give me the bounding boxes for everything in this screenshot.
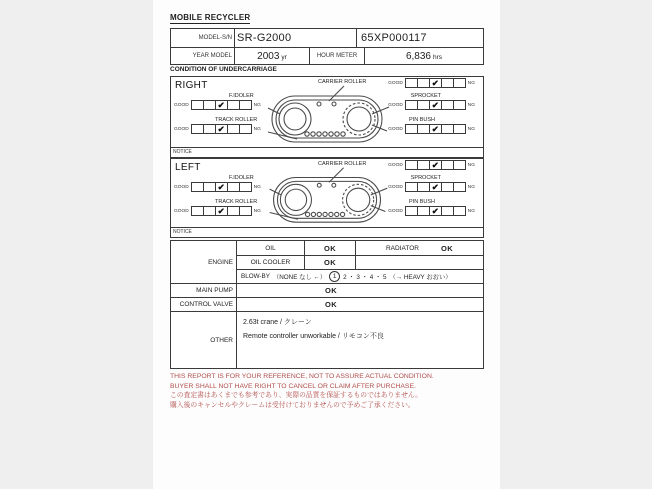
radiator-label: RADIATOR <box>385 244 419 252</box>
disclaimer-text <box>170 372 434 410</box>
control-valve-row <box>171 297 483 311</box>
rating-cells <box>405 124 466 134</box>
engine-row-group <box>171 241 483 283</box>
ng-label: NG <box>467 208 475 214</box>
sprocket-label: SPROCKET <box>410 175 441 181</box>
rating-cell-5 <box>453 160 466 170</box>
sprocket-rating <box>388 182 475 192</box>
side-label: RIGHT <box>175 80 208 91</box>
main-pump-label: MAIN PUMP <box>171 284 237 297</box>
pin-bush-rating <box>388 124 475 134</box>
rating-cells <box>191 124 252 134</box>
hour-unit: hrs <box>433 54 443 61</box>
good-label: GOOD <box>388 80 403 86</box>
oil-value: OK <box>305 241 356 255</box>
rating-cell-3-checked: ✔ <box>215 124 228 134</box>
ng-label: NG <box>253 126 261 132</box>
side-label: LEFT <box>175 162 201 173</box>
rating-cell-3-checked: ✔ <box>215 206 228 216</box>
blow-by-selected-value: 1 <box>329 271 340 282</box>
year-number: 2003 <box>257 50 280 62</box>
serial-value: 65XP000117 <box>361 32 427 44</box>
inspection-table <box>170 240 484 369</box>
hour-value <box>365 48 483 64</box>
rating-cells <box>191 182 252 192</box>
good-label: GOOD <box>388 184 403 190</box>
model-sn-label: MODEL-S/N <box>171 29 235 47</box>
other-note-line: 2.63t crane / クレーン <box>243 319 312 326</box>
good-label: GOOD <box>388 208 403 214</box>
radiator-value: OK <box>440 243 454 253</box>
rating-cell-3-checked: ✔ <box>429 100 442 110</box>
rating-cell-5 <box>453 206 466 216</box>
ng-label: NG <box>467 80 475 86</box>
ng-label: NG <box>253 208 261 214</box>
machine-info-table <box>170 28 484 65</box>
carrier-roller-label: CARRIER ROLLER <box>318 161 367 167</box>
blow-by-row <box>237 269 483 283</box>
hour-meter-label: HOUR METER <box>310 48 365 64</box>
f-idoler-rating <box>174 182 261 192</box>
rating-cell-3-checked: ✔ <box>215 182 228 192</box>
blow-by-scale-left: （NONE なし ←） <box>272 274 327 281</box>
ng-label: NG <box>253 102 261 108</box>
pin-bush-label: PIN BUSH <box>409 199 435 205</box>
year-model-label: YEAR MODEL <box>171 48 235 64</box>
ng-label: NG <box>467 126 475 132</box>
rating-cells <box>405 160 466 170</box>
report-title: MOBILE RECYCLER <box>170 13 251 22</box>
track-roller-label: TRACK ROLLER <box>215 199 258 205</box>
disclaimer-line: 購入後のキャンセルやクレームは受付けておりませんので予めご了承ください。 <box>170 401 415 409</box>
rating-cell-3-checked: ✔ <box>429 182 442 192</box>
disclaimer-line: THIS REPORT IS FOR YOUR REFERENCE, NOT TO ASSURE ACTUAL CONDITION. <box>170 373 434 380</box>
oil-row <box>237 241 483 255</box>
rating-cells <box>405 78 466 88</box>
empty-cell <box>356 256 483 269</box>
blow-by-scale-right: （→ HEAVY おおい） <box>389 274 452 281</box>
rating-cells <box>191 206 252 216</box>
main-pump-row <box>171 283 483 297</box>
pin-bush-label: PIN BUSH <box>409 117 435 123</box>
rating-cells <box>405 206 466 216</box>
track-roller-rating <box>174 124 261 134</box>
good-label: GOOD <box>174 102 189 108</box>
sprocket-rating <box>388 100 475 110</box>
undercarriage-right-section <box>170 76 484 158</box>
rating-cell-3-checked: ✔ <box>429 206 442 216</box>
table-row <box>171 47 483 64</box>
carrier-roller-rating <box>388 160 475 170</box>
sprocket-label: SPROCKET <box>410 93 441 99</box>
control-valve-label: CONTROL VALVE <box>171 298 237 311</box>
carrier-roller-label: CARRIER ROLLER <box>318 79 367 85</box>
disclaimer-line: この査定書はあくまでも参考であり、実際の品質を保証するものではありません。 <box>170 392 422 400</box>
good-label: GOOD <box>174 208 189 214</box>
blow-by-label: BLOW-BY <box>241 273 270 280</box>
engine-label: ENGINE <box>171 241 237 283</box>
rating-cell-5 <box>453 124 466 134</box>
oil-cooler-value: OK <box>305 256 356 269</box>
carrier-roller-rating <box>388 78 475 88</box>
rating-cells <box>405 100 466 110</box>
good-label: GOOD <box>388 162 403 168</box>
notice-row <box>171 227 483 237</box>
good-label: GOOD <box>388 126 403 132</box>
f-idoler-label: F.IDOLER <box>229 175 254 181</box>
rating-cell-5 <box>239 100 252 110</box>
track-roller-rating <box>174 206 261 216</box>
main-pump-value: OK <box>325 286 338 295</box>
radiator-cell <box>356 241 483 255</box>
other-row <box>171 311 483 368</box>
good-label: GOOD <box>388 102 403 108</box>
control-valve-value: OK <box>325 300 338 309</box>
rating-cell-5 <box>239 182 252 192</box>
rating-cell-5 <box>453 182 466 192</box>
rating-cell-3-checked: ✔ <box>215 100 228 110</box>
notice-row <box>171 147 483 157</box>
blow-by-scale-values: 2 ・ 3 ・ 4 ・ 5 <box>343 274 387 281</box>
rating-cell-5 <box>239 124 252 134</box>
undercarriage-section-title: CONDITION OF UNDERCARRIAGE <box>170 66 277 73</box>
report-page <box>153 0 500 489</box>
undercarriage-left-section <box>170 158 484 238</box>
rating-cell-5 <box>453 78 466 88</box>
f-idoler-rating <box>174 100 261 110</box>
notice-label: NOTICE <box>173 149 192 155</box>
ng-label: NG <box>467 162 475 168</box>
rating-cell-5 <box>453 100 466 110</box>
oil-cooler-label: OIL COOLER <box>237 256 305 269</box>
f-idoler-label: F.IDOLER <box>229 93 254 99</box>
model-value: SR-G2000 <box>235 29 357 47</box>
rating-cells <box>191 100 252 110</box>
other-label: OTHER <box>171 312 237 368</box>
rating-cell-5 <box>239 206 252 216</box>
table-row <box>171 29 483 47</box>
rating-cells <box>405 182 466 192</box>
rating-cell-3-checked: ✔ <box>429 160 442 170</box>
track-roller-label: TRACK ROLLER <box>215 117 258 123</box>
hour-number: 6,836 <box>405 50 431 62</box>
other-note-line: Remote controller unworkable / リモコン不良 <box>243 333 384 340</box>
year-value <box>235 48 310 64</box>
ng-label: NG <box>467 184 475 190</box>
ng-label: NG <box>253 184 261 190</box>
good-label: GOOD <box>174 126 189 132</box>
rating-cell-3-checked: ✔ <box>429 78 442 88</box>
rating-cell-3-checked: ✔ <box>429 124 442 134</box>
ng-label: NG <box>467 102 475 108</box>
good-label: GOOD <box>174 184 189 190</box>
oil-label: OIL <box>237 241 305 255</box>
disclaimer-line: BUYER SHALL NOT HAVE RIGHT TO CANCEL OR CLAIM AFTER PURCHASE. <box>170 382 416 390</box>
notice-label: NOTICE <box>173 229 192 235</box>
pin-bush-rating <box>388 206 475 216</box>
year-unit: yr <box>281 54 287 61</box>
oil-cooler-row <box>237 255 483 269</box>
